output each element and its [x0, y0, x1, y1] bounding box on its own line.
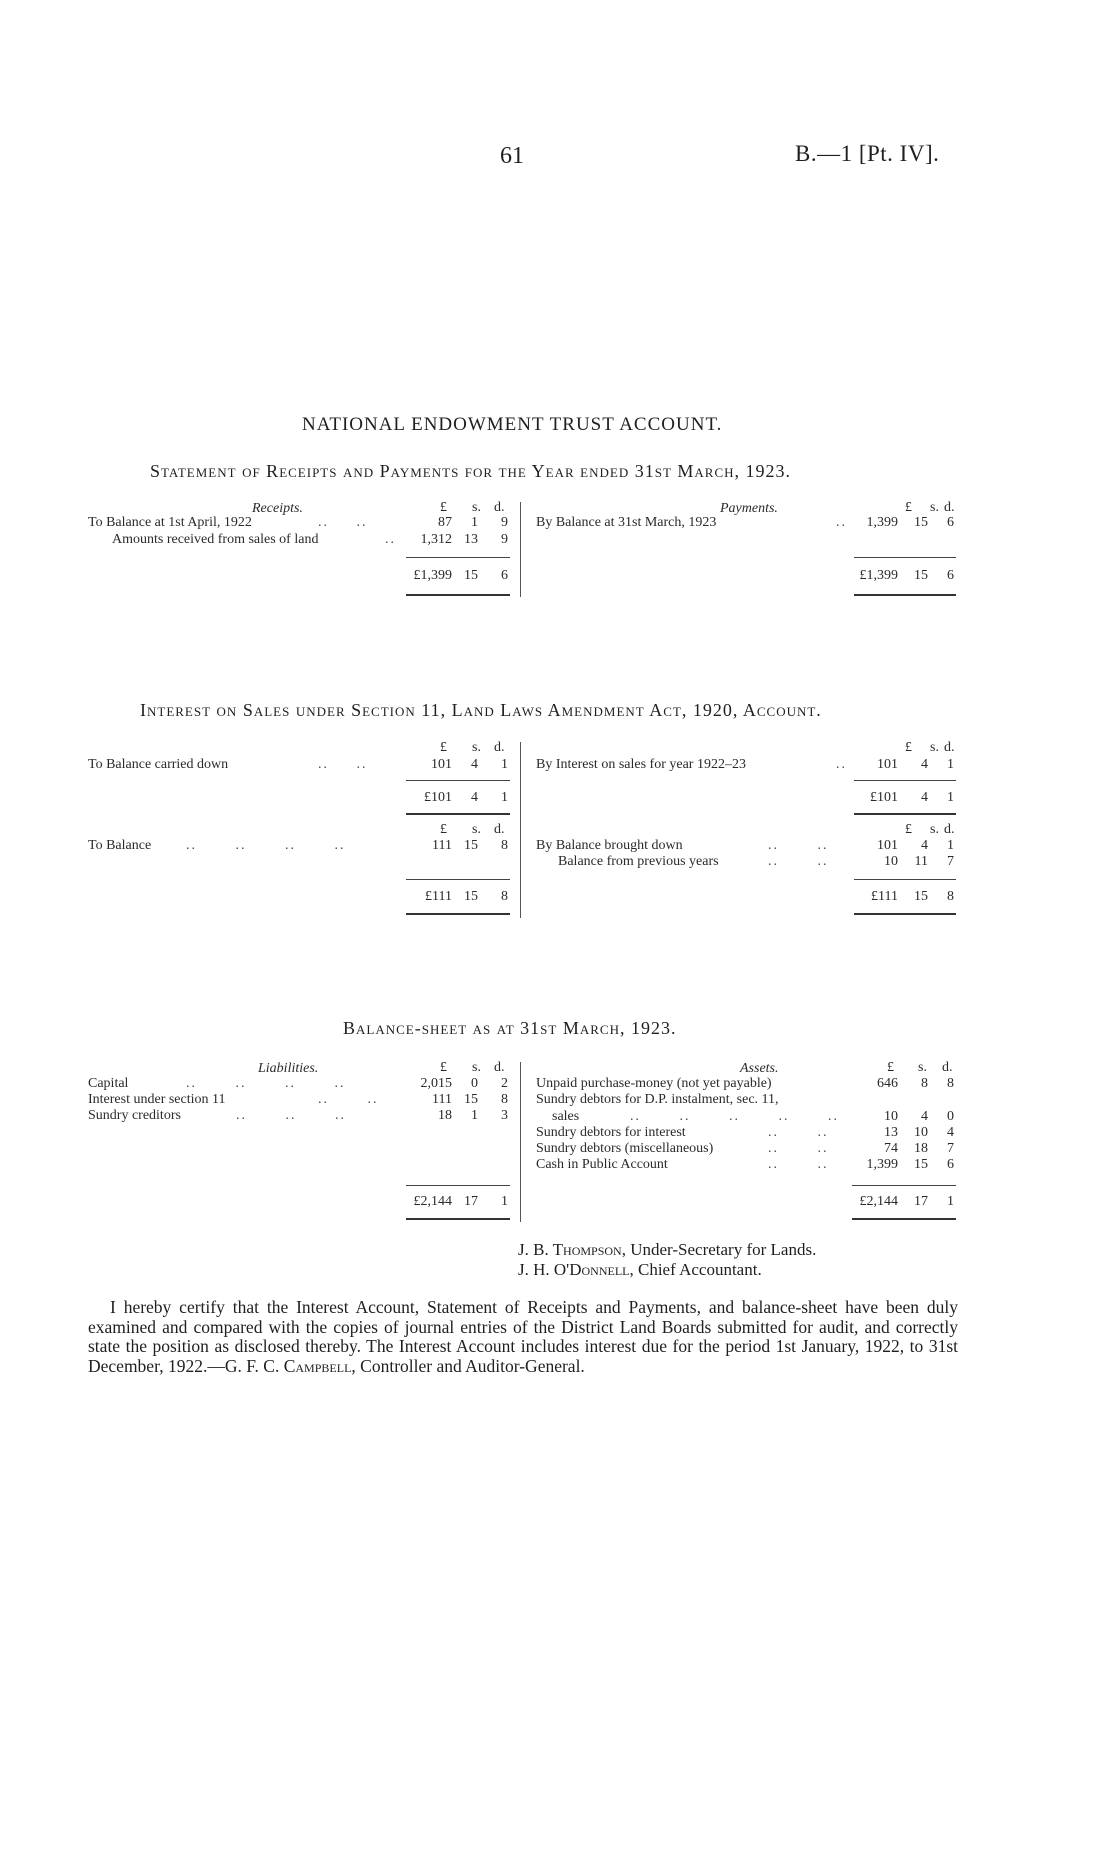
col-d: d. [494, 1060, 505, 1075]
asset-label: Sundry debtors for D.P. instalment, sec. 11, [536, 1092, 779, 1107]
asset-d: 6 [947, 1157, 954, 1172]
asset-label: sales [552, 1109, 580, 1124]
interest-total2-left-pounds: £111 [425, 889, 452, 904]
col-s: s. [472, 822, 481, 837]
receipt-d: 9 [501, 515, 508, 530]
liability-s: 0 [471, 1076, 478, 1091]
double-rule [406, 1218, 510, 1220]
asset-pounds: 1,399 [866, 1157, 898, 1172]
asset-d: 4 [947, 1125, 954, 1140]
col-pound: £ [440, 740, 447, 755]
interest-right2-s: 11 [914, 854, 928, 869]
liability-pounds: 2,015 [420, 1076, 452, 1091]
rule [406, 879, 510, 880]
interest-total2-right-s: 15 [914, 889, 928, 904]
interest-total1-right-d: 1 [947, 790, 954, 805]
interest-right-s: 4 [921, 757, 928, 772]
liability-pounds: 111 [432, 1092, 452, 1107]
receipts-total-d: 6 [501, 568, 508, 583]
leader-dots: .. .. [768, 838, 829, 853]
double-rule [854, 913, 956, 915]
column-divider [520, 502, 521, 597]
interest-heading: Interest on Sales under Section 11, Land Laws Amendment Act, 1920, Account. [140, 700, 822, 720]
leader-dots: .. .. [768, 854, 829, 869]
interest-left2-pounds: 111 [432, 838, 452, 853]
asset-pounds: 10 [884, 1109, 898, 1124]
statement-heading: Statement of Receipts and Payments for the Year ended 31st March, 1923. [150, 461, 792, 481]
liability-s: 1 [471, 1108, 478, 1123]
signatory-role: Under-Secretary for Lands. [630, 1240, 817, 1259]
col-pound: £ [905, 822, 912, 837]
asset-s: 8 [921, 1076, 928, 1091]
liability-pounds: 18 [438, 1108, 452, 1123]
col-s: s. [918, 1060, 927, 1075]
rule [406, 780, 510, 781]
payment-label: By Balance at 31st March, 1923 [536, 515, 717, 530]
interest-right2-label: Balance from previous years [558, 854, 719, 869]
payments-total-pounds: £1,399 [859, 568, 898, 583]
signatory-name: J. H. O'Donnell, [518, 1260, 634, 1279]
page-number: 61 [500, 143, 524, 169]
double-rule [406, 913, 510, 915]
assets-total-s: 17 [914, 1194, 928, 1209]
asset-label: Unpaid purchase-money (not yet payable) [536, 1076, 772, 1091]
asset-s: 18 [914, 1141, 928, 1156]
leader-dots: .. .. .. .. [186, 838, 346, 853]
document-reference: B.—1 [Pt. IV]. [795, 141, 940, 166]
receipt-pounds: 1,312 [420, 532, 452, 547]
signatory-role: Chief Accountant. [638, 1260, 762, 1279]
receipt-s: 1 [471, 515, 478, 530]
asset-d: 8 [947, 1076, 954, 1091]
col-pound: £ [905, 740, 912, 755]
assets-total-pounds: £2,144 [859, 1194, 898, 1209]
assets-label: Assets. [740, 1061, 779, 1076]
liability-label: Interest under section 11 [88, 1092, 226, 1107]
receipts-total-s: 15 [464, 568, 478, 583]
signatory-name: J. B. Thompson, [518, 1240, 626, 1259]
payments-total-s: 15 [914, 568, 928, 583]
asset-pounds: 646 [877, 1076, 898, 1091]
liability-d: 3 [501, 1108, 508, 1123]
leader-dots: .. .. [768, 1157, 829, 1172]
leader-dots: .. .. .. .. [186, 1076, 346, 1091]
double-rule [406, 594, 510, 596]
liabilities-label: Liabilities. [258, 1061, 319, 1076]
asset-s: 4 [921, 1109, 928, 1124]
signature-block [518, 1240, 816, 1260]
double-rule [854, 813, 956, 815]
interest-left-s: 4 [471, 757, 478, 772]
interest-right2-d: 7 [947, 854, 954, 869]
receipts-label: Receipts. [252, 501, 303, 516]
payments-total-d: 6 [947, 568, 954, 583]
col-pound: £ [440, 822, 447, 837]
leader-dots: .. .. .. .. .. [630, 1109, 839, 1124]
asset-s: 15 [914, 1157, 928, 1172]
interest-left-pounds: 101 [431, 757, 452, 772]
receipt-label: Amounts received from sales of land [112, 532, 319, 547]
receipt-d: 9 [501, 532, 508, 547]
interest-total2-right-d: 8 [947, 889, 954, 904]
col-s: s. [472, 740, 481, 755]
certificate-signer-role: Controller and Auditor-General. [360, 1355, 585, 1376]
leader-dots: .. .. [318, 1092, 379, 1107]
certificate-signer: G. F. C. Campbell, [224, 1355, 356, 1376]
leader-dots: .. .. [768, 1125, 829, 1140]
payments-label: Payments. [720, 501, 778, 516]
liability-label: Sundry creditors [88, 1108, 181, 1123]
col-d: d. [494, 740, 505, 755]
double-rule [852, 1218, 956, 1220]
signature-block [518, 1260, 762, 1280]
interest-right-pounds: 101 [877, 757, 898, 772]
payment-s: 15 [914, 515, 928, 530]
col-s: s. [472, 500, 481, 515]
col-pound: £ [887, 1060, 894, 1075]
column-divider [520, 1062, 521, 1222]
interest-left2-label: To Balance [88, 838, 152, 853]
rule [854, 879, 956, 880]
interest-right2-pounds: 101 [877, 838, 898, 853]
rule [406, 557, 510, 558]
asset-d: 7 [947, 1141, 954, 1156]
assets-total-d: 1 [947, 1194, 954, 1209]
leader-dots: .. .. [318, 757, 368, 772]
liability-s: 15 [464, 1092, 478, 1107]
col-d: d. [942, 1060, 953, 1075]
payment-pounds: 1,399 [866, 515, 898, 530]
leader-dots: .. .. [768, 1141, 829, 1156]
balance-sheet-heading: Balance-sheet as at 31st March, 1923. [343, 1018, 677, 1038]
col-pound: £ [440, 500, 447, 515]
col-pound: £ [440, 1060, 447, 1075]
interest-left-label: To Balance carried down [88, 757, 229, 772]
receipt-s: 13 [464, 532, 478, 547]
interest-right-label: By Interest on sales for year 1922–23 [536, 757, 746, 772]
payment-d: 6 [947, 515, 954, 530]
interest-total1-left-pounds: £101 [424, 790, 452, 805]
interest-total2-left-d: 8 [501, 889, 508, 904]
interest-total2-right-pounds: £111 [871, 889, 898, 904]
audit-certificate [88, 1298, 958, 1376]
interest-right2-label: By Balance brought down [536, 838, 683, 853]
col-s: s. [472, 1060, 481, 1075]
leader-dots: .. [836, 757, 847, 772]
interest-total2-left-s: 15 [464, 889, 478, 904]
asset-label: Sundry debtors for interest [536, 1125, 686, 1140]
liabilities-total-d: 1 [501, 1194, 508, 1209]
col-s: s. [930, 822, 939, 837]
rule [852, 1185, 956, 1186]
col-pound: £ [905, 500, 912, 515]
col-d: d. [494, 822, 505, 837]
col-s: s. [930, 500, 939, 515]
asset-pounds: 74 [884, 1141, 898, 1156]
leader-dots: .. [836, 515, 847, 530]
col-d: d. [944, 740, 955, 755]
double-rule [854, 594, 956, 596]
interest-total1-left-d: 1 [501, 790, 508, 805]
liabilities-total-s: 17 [464, 1194, 478, 1209]
interest-total1-left-s: 4 [471, 790, 478, 805]
interest-left2-d: 8 [501, 838, 508, 853]
leader-dots: .. [385, 532, 396, 547]
col-d: d. [494, 500, 505, 515]
interest-total1-right-s: 4 [921, 790, 928, 805]
asset-s: 10 [914, 1125, 928, 1140]
col-d: d. [944, 500, 955, 515]
col-d: d. [944, 822, 955, 837]
interest-total1-right-pounds: £101 [870, 790, 898, 805]
certificate-text: I hereby certify that the Interest Account, Statement of Receipts and Payments, and balance-sheet have been duly examined and compared with the copies of journal entries of the District Land Boards submitted for audit, and correctly state the position as disclosed thereby. The Interest Account includes interest due for the period 1st January, 1922, to 31st December, 1922.— [88, 1297, 958, 1376]
asset-pounds: 13 [884, 1125, 898, 1140]
double-rule [406, 813, 510, 815]
liability-d: 2 [501, 1076, 508, 1091]
leader-dots: .. .. .. [236, 1108, 346, 1123]
rule [854, 557, 956, 558]
interest-left2-s: 15 [464, 838, 478, 853]
asset-label: Cash in Public Account [536, 1157, 668, 1172]
column-divider [520, 742, 521, 918]
rule [854, 780, 956, 781]
asset-d: 0 [947, 1109, 954, 1124]
page-title: NATIONAL ENDOWMENT TRUST ACCOUNT. [302, 414, 723, 435]
interest-right2-pounds: 10 [884, 854, 898, 869]
receipt-label: To Balance at 1st April, 1922 [88, 515, 252, 530]
interest-right2-d: 1 [947, 838, 954, 853]
liability-d: 8 [501, 1092, 508, 1107]
interest-left-d: 1 [501, 757, 508, 772]
interest-right-d: 1 [947, 757, 954, 772]
receipts-total-pounds: £1,399 [413, 568, 452, 583]
col-s: s. [930, 740, 939, 755]
interest-right2-s: 4 [921, 838, 928, 853]
rule [406, 1185, 510, 1186]
liabilities-total-pounds: £2,144 [413, 1194, 452, 1209]
leader-dots: .. .. [318, 515, 368, 530]
receipt-pounds: 87 [438, 515, 452, 530]
liability-label: Capital [88, 1076, 129, 1091]
asset-label: Sundry debtors (miscellaneous) [536, 1141, 714, 1156]
